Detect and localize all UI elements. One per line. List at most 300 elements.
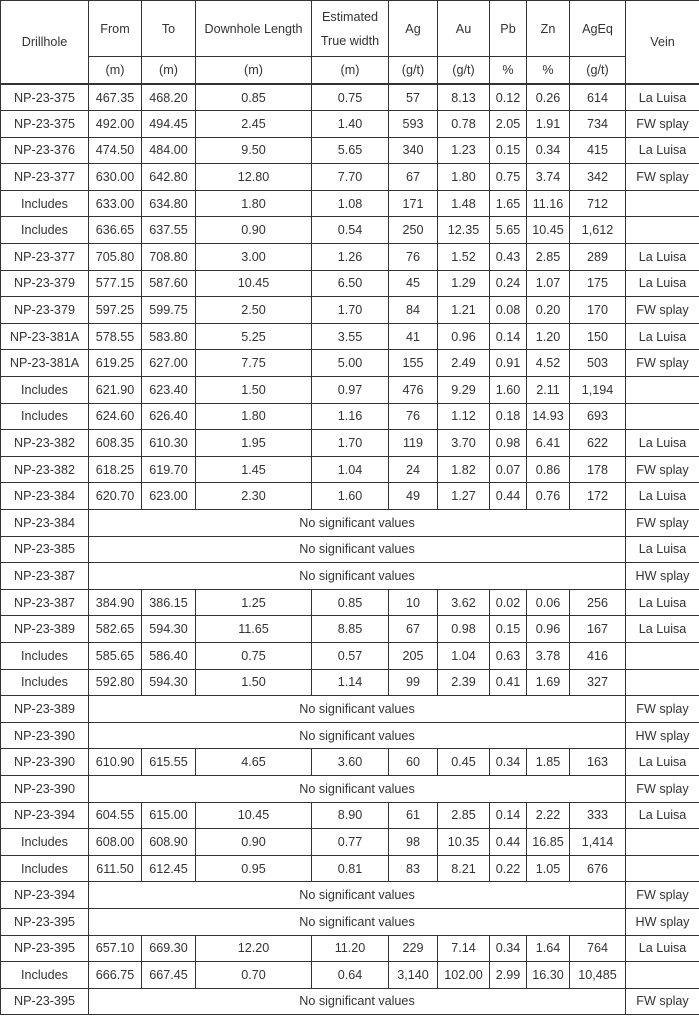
- true-width-cell: 0.97: [312, 377, 389, 404]
- from-cell: 492.00: [89, 111, 142, 138]
- ag-cell: 3,140: [389, 962, 438, 989]
- from-cell: 585.65: [89, 642, 142, 669]
- to-cell: 484.00: [142, 137, 196, 164]
- ageq-cell: 150: [570, 323, 626, 350]
- true-width-cell: 0.75: [312, 84, 389, 111]
- true-width-cell: 1.16: [312, 403, 389, 430]
- unit-to: (m): [142, 57, 196, 85]
- ag-cell: 76: [389, 244, 438, 271]
- zn-cell: 2.22: [527, 802, 570, 829]
- pb-cell: 0.14: [490, 323, 527, 350]
- zn-cell: 0.20: [527, 297, 570, 324]
- from-cell: 621.90: [89, 377, 142, 404]
- table-row: [1, 722, 699, 749]
- true-width-cell: 1.14: [312, 669, 389, 696]
- ageq-cell: 415: [570, 137, 626, 164]
- table-row: [1, 962, 699, 989]
- pb-cell: 0.22: [490, 855, 527, 882]
- downhole-length-cell: 2.45: [196, 111, 312, 138]
- true-width-cell: 1.70: [312, 430, 389, 457]
- downhole-length-cell: 4.65: [196, 749, 312, 776]
- vein-cell: HW splay: [626, 722, 699, 749]
- pb-cell: 1.60: [490, 377, 527, 404]
- header-au: Au: [438, 1, 490, 57]
- from-cell: 624.60: [89, 403, 142, 430]
- from-cell: 384.90: [89, 589, 142, 616]
- true-width-cell: 1.40: [312, 111, 389, 138]
- downhole-length-cell: 2.50: [196, 297, 312, 324]
- vein-cell: La Luisa: [626, 323, 699, 350]
- to-cell: 594.30: [142, 616, 196, 643]
- ag-cell: 171: [389, 190, 438, 217]
- true-width-cell: 1.08: [312, 190, 389, 217]
- true-width-cell: 8.90: [312, 802, 389, 829]
- pb-cell: 0.12: [490, 84, 527, 111]
- table-row: [1, 536, 699, 563]
- ageq-cell: 172: [570, 483, 626, 510]
- vein-cell: La Luisa: [626, 802, 699, 829]
- table-row: [1, 616, 699, 643]
- zn-cell: 6.41: [527, 430, 570, 457]
- zn-cell: 0.96: [527, 616, 570, 643]
- zn-cell: 1.85: [527, 749, 570, 776]
- true-width-cell: 0.81: [312, 855, 389, 882]
- ag-cell: 41: [389, 323, 438, 350]
- drillhole-cell: NP-23-395: [1, 988, 89, 1015]
- ageq-cell: 1,414: [570, 829, 626, 856]
- ag-cell: 205: [389, 642, 438, 669]
- ag-cell: 340: [389, 137, 438, 164]
- true-width-cell: 3.55: [312, 323, 389, 350]
- pb-cell: 0.34: [490, 749, 527, 776]
- pb-cell: 0.41: [490, 669, 527, 696]
- drillhole-cell: NP-23-394: [1, 882, 89, 909]
- to-cell: 610.30: [142, 430, 196, 457]
- pb-cell: 0.34: [490, 935, 527, 962]
- header-zn: Zn: [527, 1, 570, 57]
- header-row: [1, 1, 699, 57]
- pb-cell: 0.24: [490, 270, 527, 297]
- table-row: [1, 935, 699, 962]
- from-cell: 611.50: [89, 855, 142, 882]
- pb-cell: 0.75: [490, 164, 527, 191]
- vein-cell: [626, 403, 699, 430]
- true-width-cell: 1.70: [312, 297, 389, 324]
- au-cell: 7.14: [438, 935, 490, 962]
- header-to: To: [142, 1, 196, 57]
- from-cell: 578.55: [89, 323, 142, 350]
- ageq-cell: 614: [570, 84, 626, 111]
- ageq-cell: 256: [570, 589, 626, 616]
- drillhole-cell: NP-23-390: [1, 775, 89, 802]
- downhole-length-cell: 12.80: [196, 164, 312, 191]
- vein-cell: [626, 829, 699, 856]
- table-row: [1, 377, 699, 404]
- to-cell: 623.00: [142, 483, 196, 510]
- true-width-cell: 0.77: [312, 829, 389, 856]
- to-cell: 626.40: [142, 403, 196, 430]
- vein-cell: La Luisa: [626, 84, 699, 111]
- unit-true-width: (m): [312, 57, 389, 85]
- vein-cell: FW splay: [626, 775, 699, 802]
- drillhole-cell: Includes: [1, 642, 89, 669]
- ageq-cell: 289: [570, 244, 626, 271]
- downhole-length-cell: 9.50: [196, 137, 312, 164]
- ageq-cell: 622: [570, 430, 626, 457]
- from-cell: 630.00: [89, 164, 142, 191]
- pb-cell: 0.44: [490, 829, 527, 856]
- vein-cell: FW splay: [626, 297, 699, 324]
- vein-cell: FW splay: [626, 456, 699, 483]
- drillhole-cell: NP-23-379: [1, 297, 89, 324]
- au-cell: 1.23: [438, 137, 490, 164]
- zn-cell: 0.86: [527, 456, 570, 483]
- ag-cell: 250: [389, 217, 438, 244]
- drillhole-cell: NP-23-389: [1, 696, 89, 723]
- header-ageq: AgEq: [570, 1, 626, 57]
- au-cell: 102.00: [438, 962, 490, 989]
- to-cell: 634.80: [142, 190, 196, 217]
- ageq-cell: 333: [570, 802, 626, 829]
- vein-cell: La Luisa: [626, 616, 699, 643]
- vein-cell: FW splay: [626, 882, 699, 909]
- ag-cell: 76: [389, 403, 438, 430]
- drillhole-cell: NP-23-381A: [1, 350, 89, 377]
- from-cell: 610.90: [89, 749, 142, 776]
- table-row: [1, 988, 699, 1015]
- pb-cell: 0.43: [490, 244, 527, 271]
- unit-zn: %: [527, 57, 570, 85]
- vein-cell: La Luisa: [626, 244, 699, 271]
- ageq-cell: 1,612: [570, 217, 626, 244]
- pb-cell: 0.18: [490, 403, 527, 430]
- ageq-cell: 342: [570, 164, 626, 191]
- unit-downhole-length: (m): [196, 57, 312, 85]
- zn-cell: 4.52: [527, 350, 570, 377]
- downhole-length-cell: 7.75: [196, 350, 312, 377]
- zn-cell: 0.06: [527, 589, 570, 616]
- au-cell: 0.98: [438, 616, 490, 643]
- drillhole-cell: Includes: [1, 190, 89, 217]
- table-row: [1, 244, 699, 271]
- vein-cell: [626, 669, 699, 696]
- vein-cell: La Luisa: [626, 137, 699, 164]
- no-significant-values-cell: No significant values: [89, 882, 626, 909]
- drillhole-cell: Includes: [1, 669, 89, 696]
- to-cell: 586.40: [142, 642, 196, 669]
- downhole-length-cell: 0.85: [196, 84, 312, 111]
- drillhole-cell: Includes: [1, 855, 89, 882]
- to-cell: 627.00: [142, 350, 196, 377]
- vein-cell: HW splay: [626, 563, 699, 590]
- table-row: [1, 855, 699, 882]
- ag-cell: 10: [389, 589, 438, 616]
- table-row: [1, 111, 699, 138]
- drillhole-cell: NP-23-384: [1, 510, 89, 537]
- to-cell: 615.55: [142, 749, 196, 776]
- zn-cell: 3.74: [527, 164, 570, 191]
- downhole-length-cell: 2.30: [196, 483, 312, 510]
- pb-cell: 0.15: [490, 137, 527, 164]
- ageq-cell: 734: [570, 111, 626, 138]
- au-cell: 8.13: [438, 84, 490, 111]
- downhole-length-cell: 1.50: [196, 669, 312, 696]
- header-pb: Pb: [490, 1, 527, 57]
- true-width-cell: 1.04: [312, 456, 389, 483]
- from-cell: 608.35: [89, 430, 142, 457]
- from-cell: 577.15: [89, 270, 142, 297]
- ageq-cell: 764: [570, 935, 626, 962]
- table-row: [1, 829, 699, 856]
- from-cell: 597.25: [89, 297, 142, 324]
- no-significant-values-cell: No significant values: [89, 722, 626, 749]
- zn-cell: 2.85: [527, 244, 570, 271]
- ageq-cell: 10,485: [570, 962, 626, 989]
- table-row: [1, 802, 699, 829]
- table-row: [1, 589, 699, 616]
- vein-cell: FW splay: [626, 164, 699, 191]
- table-row: [1, 483, 699, 510]
- ag-cell: 84: [389, 297, 438, 324]
- au-cell: 3.70: [438, 430, 490, 457]
- downhole-length-cell: 12.20: [196, 935, 312, 962]
- ag-cell: 119: [389, 430, 438, 457]
- au-cell: 1.21: [438, 297, 490, 324]
- drillhole-cell: NP-23-382: [1, 456, 89, 483]
- table-row: [1, 350, 699, 377]
- drillhole-cell: NP-23-385: [1, 536, 89, 563]
- ageq-cell: 712: [570, 190, 626, 217]
- table-row: [1, 137, 699, 164]
- vein-cell: [626, 377, 699, 404]
- table-row: [1, 270, 699, 297]
- au-cell: 1.48: [438, 190, 490, 217]
- to-cell: 608.90: [142, 829, 196, 856]
- to-cell: 587.60: [142, 270, 196, 297]
- au-cell: 1.04: [438, 642, 490, 669]
- from-cell: 592.80: [89, 669, 142, 696]
- zn-cell: 1.64: [527, 935, 570, 962]
- zn-cell: 16.30: [527, 962, 570, 989]
- au-cell: 1.27: [438, 483, 490, 510]
- table-row: [1, 217, 699, 244]
- au-cell: 10.35: [438, 829, 490, 856]
- ageq-cell: 327: [570, 669, 626, 696]
- table-row: [1, 323, 699, 350]
- true-width-cell: 3.60: [312, 749, 389, 776]
- downhole-length-cell: 0.90: [196, 217, 312, 244]
- au-cell: 8.21: [438, 855, 490, 882]
- pb-cell: 0.44: [490, 483, 527, 510]
- vein-cell: FW splay: [626, 510, 699, 537]
- drillhole-cell: Includes: [1, 962, 89, 989]
- drillhole-cell: NP-23-382: [1, 430, 89, 457]
- table-row: [1, 908, 699, 935]
- from-cell: 619.25: [89, 350, 142, 377]
- pb-cell: 5.65: [490, 217, 527, 244]
- ageq-cell: 503: [570, 350, 626, 377]
- from-cell: 582.65: [89, 616, 142, 643]
- vein-cell: FW splay: [626, 988, 699, 1015]
- true-width-cell: 1.26: [312, 244, 389, 271]
- drillhole-cell: NP-23-377: [1, 164, 89, 191]
- au-cell: 1.52: [438, 244, 490, 271]
- au-cell: 1.80: [438, 164, 490, 191]
- au-cell: 2.85: [438, 802, 490, 829]
- table-row: [1, 563, 699, 590]
- drillhole-cell: Includes: [1, 217, 89, 244]
- true-width-cell: 7.70: [312, 164, 389, 191]
- from-cell: 620.70: [89, 483, 142, 510]
- zn-cell: 1.05: [527, 855, 570, 882]
- header-vein: Vein: [626, 1, 699, 85]
- ag-cell: 155: [389, 350, 438, 377]
- true-width-cell: 0.57: [312, 642, 389, 669]
- to-cell: 637.55: [142, 217, 196, 244]
- vein-cell: FW splay: [626, 111, 699, 138]
- downhole-length-cell: 1.25: [196, 589, 312, 616]
- vein-cell: [626, 217, 699, 244]
- ageq-cell: 163: [570, 749, 626, 776]
- ageq-cell: 167: [570, 616, 626, 643]
- zn-cell: 0.34: [527, 137, 570, 164]
- no-significant-values-cell: No significant values: [89, 510, 626, 537]
- to-cell: 619.70: [142, 456, 196, 483]
- drillhole-cell: NP-23-375: [1, 111, 89, 138]
- downhole-length-cell: 0.70: [196, 962, 312, 989]
- to-cell: 667.45: [142, 962, 196, 989]
- to-cell: 583.80: [142, 323, 196, 350]
- true-width-cell: 0.54: [312, 217, 389, 244]
- zn-cell: 16.85: [527, 829, 570, 856]
- vein-cell: La Luisa: [626, 270, 699, 297]
- table-row: [1, 164, 699, 191]
- table-row: [1, 642, 699, 669]
- au-cell: 0.96: [438, 323, 490, 350]
- ag-cell: 49: [389, 483, 438, 510]
- table-row: [1, 297, 699, 324]
- to-cell: 642.80: [142, 164, 196, 191]
- downhole-length-cell: 0.95: [196, 855, 312, 882]
- downhole-length-cell: 0.75: [196, 642, 312, 669]
- ageq-cell: 178: [570, 456, 626, 483]
- table-row: [1, 749, 699, 776]
- to-cell: 386.15: [142, 589, 196, 616]
- ag-cell: 83: [389, 855, 438, 882]
- zn-cell: 10.45: [527, 217, 570, 244]
- zn-cell: 1.69: [527, 669, 570, 696]
- true-width-cell: 6.50: [312, 270, 389, 297]
- au-cell: 0.78: [438, 111, 490, 138]
- from-cell: 608.00: [89, 829, 142, 856]
- vein-cell: FW splay: [626, 350, 699, 377]
- ag-cell: 98: [389, 829, 438, 856]
- downhole-length-cell: 5.25: [196, 323, 312, 350]
- drillhole-cell: NP-23-384: [1, 483, 89, 510]
- drillhole-cell: Includes: [1, 377, 89, 404]
- no-significant-values-cell: No significant values: [89, 988, 626, 1015]
- unit-ageq: (g/t): [570, 57, 626, 85]
- unit-au: (g/t): [438, 57, 490, 85]
- downhole-length-cell: 1.95: [196, 430, 312, 457]
- from-cell: 467.35: [89, 84, 142, 111]
- to-cell: 594.30: [142, 669, 196, 696]
- to-cell: 669.30: [142, 935, 196, 962]
- ageq-cell: 1,194: [570, 377, 626, 404]
- from-cell: 657.10: [89, 935, 142, 962]
- ag-cell: 60: [389, 749, 438, 776]
- to-cell: 599.75: [142, 297, 196, 324]
- pb-cell: 0.15: [490, 616, 527, 643]
- downhole-length-cell: 3.00: [196, 244, 312, 271]
- from-cell: 604.55: [89, 802, 142, 829]
- ag-cell: 57: [389, 84, 438, 111]
- from-cell: 633.00: [89, 190, 142, 217]
- pb-cell: 0.02: [490, 589, 527, 616]
- vein-cell: La Luisa: [626, 536, 699, 563]
- header-from: From: [89, 1, 142, 57]
- to-cell: 612.45: [142, 855, 196, 882]
- table-row: [1, 456, 699, 483]
- true-width-cell: 5.00: [312, 350, 389, 377]
- table-row: [1, 882, 699, 909]
- ageq-cell: 416: [570, 642, 626, 669]
- drillhole-cell: NP-23-390: [1, 749, 89, 776]
- ageq-cell: 676: [570, 855, 626, 882]
- drillhole-cell: NP-23-387: [1, 563, 89, 590]
- vein-cell: [626, 962, 699, 989]
- pb-cell: 2.99: [490, 962, 527, 989]
- au-cell: 12.35: [438, 217, 490, 244]
- table-row: [1, 403, 699, 430]
- vein-cell: La Luisa: [626, 430, 699, 457]
- ag-cell: 229: [389, 935, 438, 962]
- au-cell: 2.39: [438, 669, 490, 696]
- downhole-length-cell: 1.50: [196, 377, 312, 404]
- true-width-cell: 0.85: [312, 589, 389, 616]
- from-cell: 474.50: [89, 137, 142, 164]
- ag-cell: 593: [389, 111, 438, 138]
- drillhole-cell: NP-23-387: [1, 589, 89, 616]
- au-cell: 9.29: [438, 377, 490, 404]
- true-width-cell: 0.64: [312, 962, 389, 989]
- from-cell: 705.80: [89, 244, 142, 271]
- downhole-length-cell: 1.80: [196, 190, 312, 217]
- downhole-length-cell: 0.90: [196, 829, 312, 856]
- no-significant-values-cell: No significant values: [89, 908, 626, 935]
- to-cell: 615.00: [142, 802, 196, 829]
- table-row: [1, 669, 699, 696]
- zn-cell: 1.91: [527, 111, 570, 138]
- au-cell: 3.62: [438, 589, 490, 616]
- true-width-cell: 8.85: [312, 616, 389, 643]
- vein-cell: La Luisa: [626, 935, 699, 962]
- no-significant-values-cell: No significant values: [89, 536, 626, 563]
- zn-cell: 3.78: [527, 642, 570, 669]
- zn-cell: 14.93: [527, 403, 570, 430]
- downhole-length-cell: 10.45: [196, 270, 312, 297]
- zn-cell: 11.16: [527, 190, 570, 217]
- pb-cell: 2.05: [490, 111, 527, 138]
- pb-cell: 0.91: [490, 350, 527, 377]
- table-row: [1, 510, 699, 537]
- ag-cell: 67: [389, 616, 438, 643]
- vein-cell: [626, 642, 699, 669]
- ageq-cell: 170: [570, 297, 626, 324]
- table-row: [1, 84, 699, 111]
- table-row: [1, 430, 699, 457]
- drillhole-cell: NP-23-377: [1, 244, 89, 271]
